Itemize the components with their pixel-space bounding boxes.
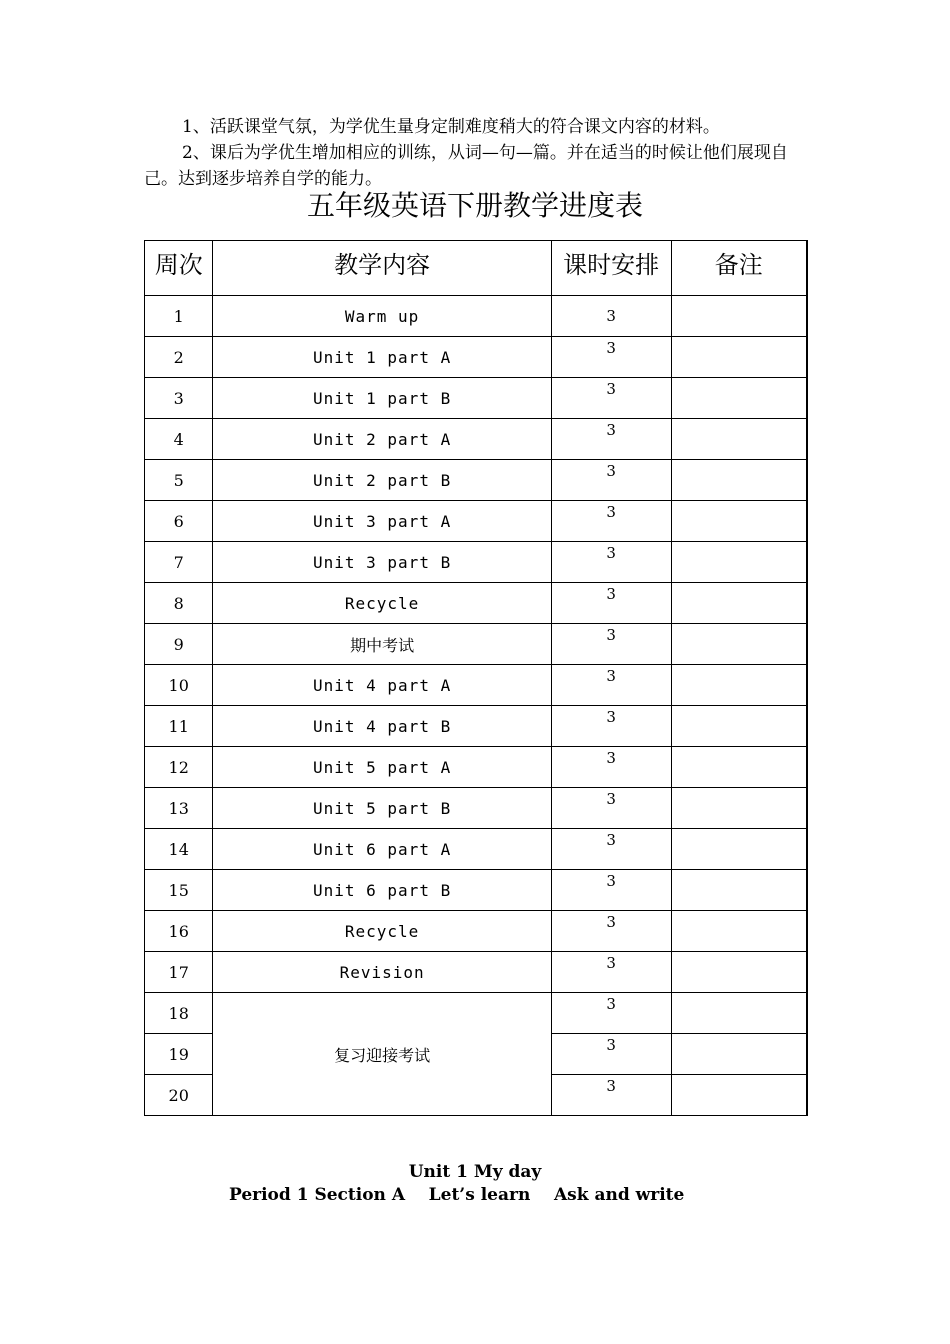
- content-cell: Unit 5 part B: [213, 788, 551, 829]
- content-cell: Unit 3 part B: [213, 542, 551, 583]
- hours-value: 3: [606, 585, 616, 603]
- notes-cell: [671, 993, 807, 1034]
- hours-cell: [551, 747, 671, 788]
- table-row: [145, 952, 808, 993]
- intro-line-2: 2、课后为学优生增加相应的训练，从词—句—篇。并在适当的时候让他们展现自己。达到逐步培养自学的能力。: [144, 143, 788, 189]
- table-row: [145, 870, 808, 911]
- hours-value: 3: [606, 307, 616, 325]
- hours-cell: [551, 911, 671, 952]
- hours-value: 3: [606, 1077, 616, 1095]
- notes-cell: [671, 296, 807, 337]
- week-cell: 5: [145, 460, 213, 501]
- hours-value: 3: [606, 544, 616, 562]
- notes-cell: [671, 1034, 807, 1075]
- table-row: [145, 542, 808, 583]
- week-cell: 19: [145, 1034, 213, 1075]
- hours-value: 3: [606, 954, 616, 972]
- hours-value: 3: [606, 1036, 616, 1054]
- hours-cell: [551, 378, 671, 419]
- notes-cell: [671, 624, 807, 665]
- period-heading: Period 1 Section A Let’s learn Ask and write: [229, 1185, 685, 1205]
- content-cell: Revision: [213, 952, 551, 993]
- table-row: [145, 419, 808, 460]
- notes-cell: [671, 870, 807, 911]
- week-cell: 20: [145, 1075, 213, 1116]
- week-cell: 14: [145, 829, 213, 870]
- table-row: [145, 501, 808, 542]
- week-cell: 11: [145, 706, 213, 747]
- hours-cell: [551, 706, 671, 747]
- hours-value: 3: [606, 872, 616, 890]
- hours-cell: [551, 870, 671, 911]
- week-cell: 18: [145, 993, 213, 1034]
- content-cell: Unit 5 part A: [213, 747, 551, 788]
- content-cell: Unit 1 part A: [213, 337, 551, 378]
- hours-cell: [551, 542, 671, 583]
- week-cell: 13: [145, 788, 213, 829]
- hours-cell: [551, 665, 671, 706]
- table-row: [145, 583, 808, 624]
- hours-cell: [551, 1075, 671, 1116]
- notes-cell: [671, 419, 807, 460]
- week-cell: 2: [145, 337, 213, 378]
- notes-cell: [671, 337, 807, 378]
- content-cell-merged: 复习迎接考试: [213, 993, 551, 1116]
- week-cell: 8: [145, 583, 213, 624]
- week-cell: 15: [145, 870, 213, 911]
- hours-cell: [551, 624, 671, 665]
- week-cell: 6: [145, 501, 213, 542]
- notes-cell: [671, 378, 807, 419]
- hours-value: 3: [606, 790, 616, 808]
- hours-cell: [551, 419, 671, 460]
- schedule-table: [144, 240, 808, 1116]
- week-cell: 17: [145, 952, 213, 993]
- content-cell: Unit 2 part A: [213, 419, 551, 460]
- table-row: [145, 993, 808, 1034]
- table-row: [145, 378, 808, 419]
- table-row: [145, 788, 808, 829]
- hours-value: 3: [606, 913, 616, 931]
- notes-cell: [671, 829, 807, 870]
- notes-cell: [671, 1075, 807, 1116]
- hours-value: 3: [606, 339, 616, 357]
- hours-value: 3: [606, 626, 616, 644]
- notes-cell: [671, 542, 807, 583]
- hours-cell: [551, 829, 671, 870]
- hours-cell: [551, 501, 671, 542]
- header-content: 教学内容: [213, 241, 551, 296]
- content-cell: Unit 2 part B: [213, 460, 551, 501]
- content-cell: Recycle: [213, 583, 551, 624]
- table-row: [145, 460, 808, 501]
- table-row: [145, 665, 808, 706]
- week-cell: 7: [145, 542, 213, 583]
- notes-cell: [671, 706, 807, 747]
- hours-cell: [551, 296, 671, 337]
- hours-value: 3: [606, 995, 616, 1013]
- header-week: 周次: [145, 241, 213, 296]
- notes-cell: [671, 952, 807, 993]
- hours-value: 3: [606, 749, 616, 767]
- notes-cell: [671, 911, 807, 952]
- content-cell: Recycle: [213, 911, 551, 952]
- week-cell: 1: [145, 296, 213, 337]
- header-notes: 备注: [671, 241, 807, 296]
- header-hours: 课时安排: [551, 241, 671, 296]
- hours-cell: [551, 952, 671, 993]
- unit-heading: Unit 1 My day: [408, 1162, 542, 1182]
- content-cell: Unit 1 part B: [213, 378, 551, 419]
- intro-line-1: 1、活跃课堂气氛，为学优生量身定制难度稍大的符合课文内容的材料。: [182, 117, 720, 137]
- notes-cell: [671, 788, 807, 829]
- week-cell: 10: [145, 665, 213, 706]
- notes-cell: [671, 747, 807, 788]
- table-row: [145, 296, 808, 337]
- hours-cell: [551, 337, 671, 378]
- hours-value: 3: [606, 831, 616, 849]
- hours-value: 3: [606, 708, 616, 726]
- hours-cell: [551, 788, 671, 829]
- notes-cell: [671, 460, 807, 501]
- hours-value: 3: [606, 503, 616, 521]
- week-cell: 16: [145, 911, 213, 952]
- hours-value: 3: [606, 421, 616, 439]
- content-cell: Unit 4 part B: [213, 706, 551, 747]
- hours-cell: [551, 583, 671, 624]
- week-cell: 3: [145, 378, 213, 419]
- table-row: [145, 706, 808, 747]
- table-row: [145, 829, 808, 870]
- hours-value: 3: [606, 380, 616, 398]
- hours-cell: [551, 993, 671, 1034]
- hours-value: 3: [606, 667, 616, 685]
- notes-cell: [671, 665, 807, 706]
- notes-cell: [671, 583, 807, 624]
- table-header-row: [145, 241, 808, 296]
- content-cell: Unit 6 part B: [213, 870, 551, 911]
- content-cell: Warm up: [213, 296, 551, 337]
- week-cell: 9: [145, 624, 213, 665]
- hours-cell: [551, 460, 671, 501]
- week-cell: 4: [145, 419, 213, 460]
- week-cell: 12: [145, 747, 213, 788]
- hours-value: 3: [606, 462, 616, 480]
- notes-cell: [671, 501, 807, 542]
- content-cell: Unit 6 part A: [213, 829, 551, 870]
- content-cell: 期中考试: [213, 624, 551, 665]
- table-row: [145, 624, 808, 665]
- page-title: 五年级英语下册教学进度表: [306, 189, 643, 222]
- table-row: [145, 337, 808, 378]
- content-cell: Unit 4 part A: [213, 665, 551, 706]
- content-cell: Unit 3 part A: [213, 501, 551, 542]
- table-row: [145, 747, 808, 788]
- table-row: [145, 911, 808, 952]
- hours-cell: [551, 1034, 671, 1075]
